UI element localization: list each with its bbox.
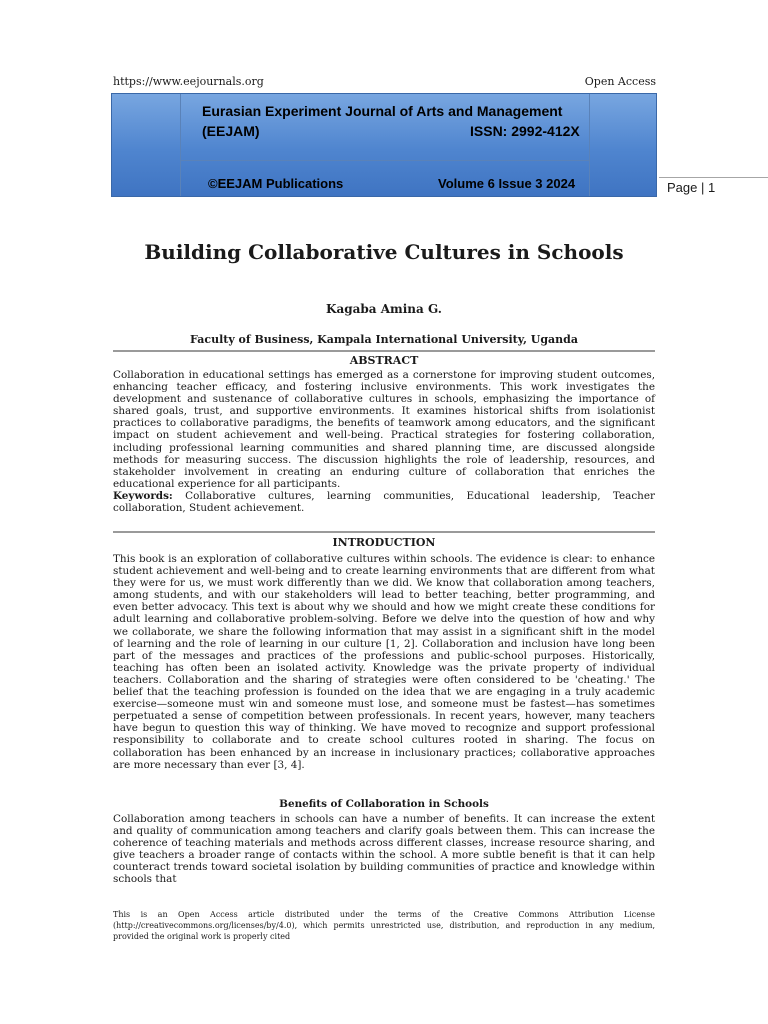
journal-volume: Volume 6 Issue 3 2024	[438, 176, 576, 191]
page-number-rule	[659, 177, 768, 178]
journal-url[interactable]: https://www.eejournals.org	[113, 75, 264, 88]
keywords-label: Keywords:	[113, 489, 173, 502]
article-title: Building Collaborative Cultures in Schools	[144, 240, 624, 264]
introduction-top-rule	[113, 531, 655, 533]
abstract-heading: ABSTRACT	[349, 354, 419, 367]
keywords-list: Collaborative cultures, learning communities, Educational leadership, Teacher collaboration, Student achievement.	[113, 489, 655, 515]
introduction-text: This book is an exploration of collaborative cultures within schools. The evidence is clear: to enhance student achievement and well-being and to create learning environments that are different from what they were for us, we must work differently than we did. We know that collaboration among teachers, among students, and with our stakeholders will lead to better teaching, better programming, and even better advocacy. This text is about why we should and how we might create these conditions for adult learning and collaborative problem-solving. Before we delve into the question of how and why we collaborate, we share the following information that may assist in a significant shift in the model of learning and the role of learning in our culture [1, 2]. Collaboration and inclusion have long been part of the messages and practices of the professions and public-school purposes. Historically, teaching has often been an isolated activity. Knowledge was the private property of individual teachers. Collaboration and the sharing of strategies were often considered to be 'cheating.' The belief that the teaching profession is founded on the idea that we are engaging in a truly academic exercise—someone must win and someone must lose, and someone must be fastest—has sometimes perpetuated a sense of competition between professionals. In recent years, however, many teachers have begun to question this way of thinking. We have moved to recognize and support professional responsibility to collaborate and to create school cultures rooted in sharing. The focus on collaboration has been enhanced by an increase in inclusionary practices; collaborative approaches are more necessary than ever [3, 4].	[113, 553, 655, 771]
benefits-text: Collaboration among teachers in schools can have a number of benefits. It can increase the extent and quality of communication among teachers and clarify goals between them. This can increase the coherence of teaching materials and methods across different classes, increase resource sharing, and give teachers a broader range of contacts within the school. A more subtle benefit is that it can help counteract trends toward societal isolation by building communities of practice and knowledge within schools that	[113, 813, 655, 886]
banner-divider-right	[589, 94, 590, 196]
journal-publisher: ©EEJAM Publications	[208, 176, 344, 191]
abstract-body: Collaboration in educational settings has emerged as a cornerstone for improving student outcomes, enhancing teacher efficacy, and fostering inclusive environments. This work investigates the development and sustenance of collaborative cultures in schools, emphasizing the importance of shared goals, trust, and supportive environments. It examines historical shifts from isolationist practices to collaborative paradigms, the benefits of teamwork among educators, and the significant impact on student achievement and well-being. Practical strategies for fostering collaboration, including professional learning communities and shared planning time, are discussed alongside methods for measuring success. The discussion highlights the role of leadership, resources, and stakeholder involvement in creating an enduring culture of collaboration that enriches the educational experience for all participants.	[113, 369, 655, 490]
introduction-heading: INTRODUCTION	[332, 536, 436, 549]
article-author: Kagaba Amina G.	[326, 302, 442, 316]
banner-divider-left	[180, 94, 181, 196]
banner-divider-horizontal	[180, 160, 590, 161]
journal-issn: ISSN: 2992-412X	[470, 123, 580, 139]
journal-abbreviation: (EEJAM)	[202, 123, 260, 139]
author-affiliation: Faculty of Business, Kampala International University, Uganda	[190, 333, 578, 346]
open-access-label: Open Access	[584, 75, 656, 88]
page-number: Page | 1	[667, 180, 716, 195]
journal-banner	[111, 93, 657, 197]
benefits-heading: Benefits of Collaboration in Schools	[279, 798, 489, 810]
abstract-top-rule	[113, 350, 655, 352]
abstract-text	[113, 369, 655, 514]
license-footer: This is an Open Access article distributed under the terms of the Creative Commons Attribution License (http://creativecommons.org/licenses/by/4.0), which permits unrestricted use, distribution, and reproduction in any medium, provided the original work is properly cited	[113, 910, 655, 941]
journal-name: Eurasian Experiment Journal of Arts and Management	[202, 103, 563, 119]
